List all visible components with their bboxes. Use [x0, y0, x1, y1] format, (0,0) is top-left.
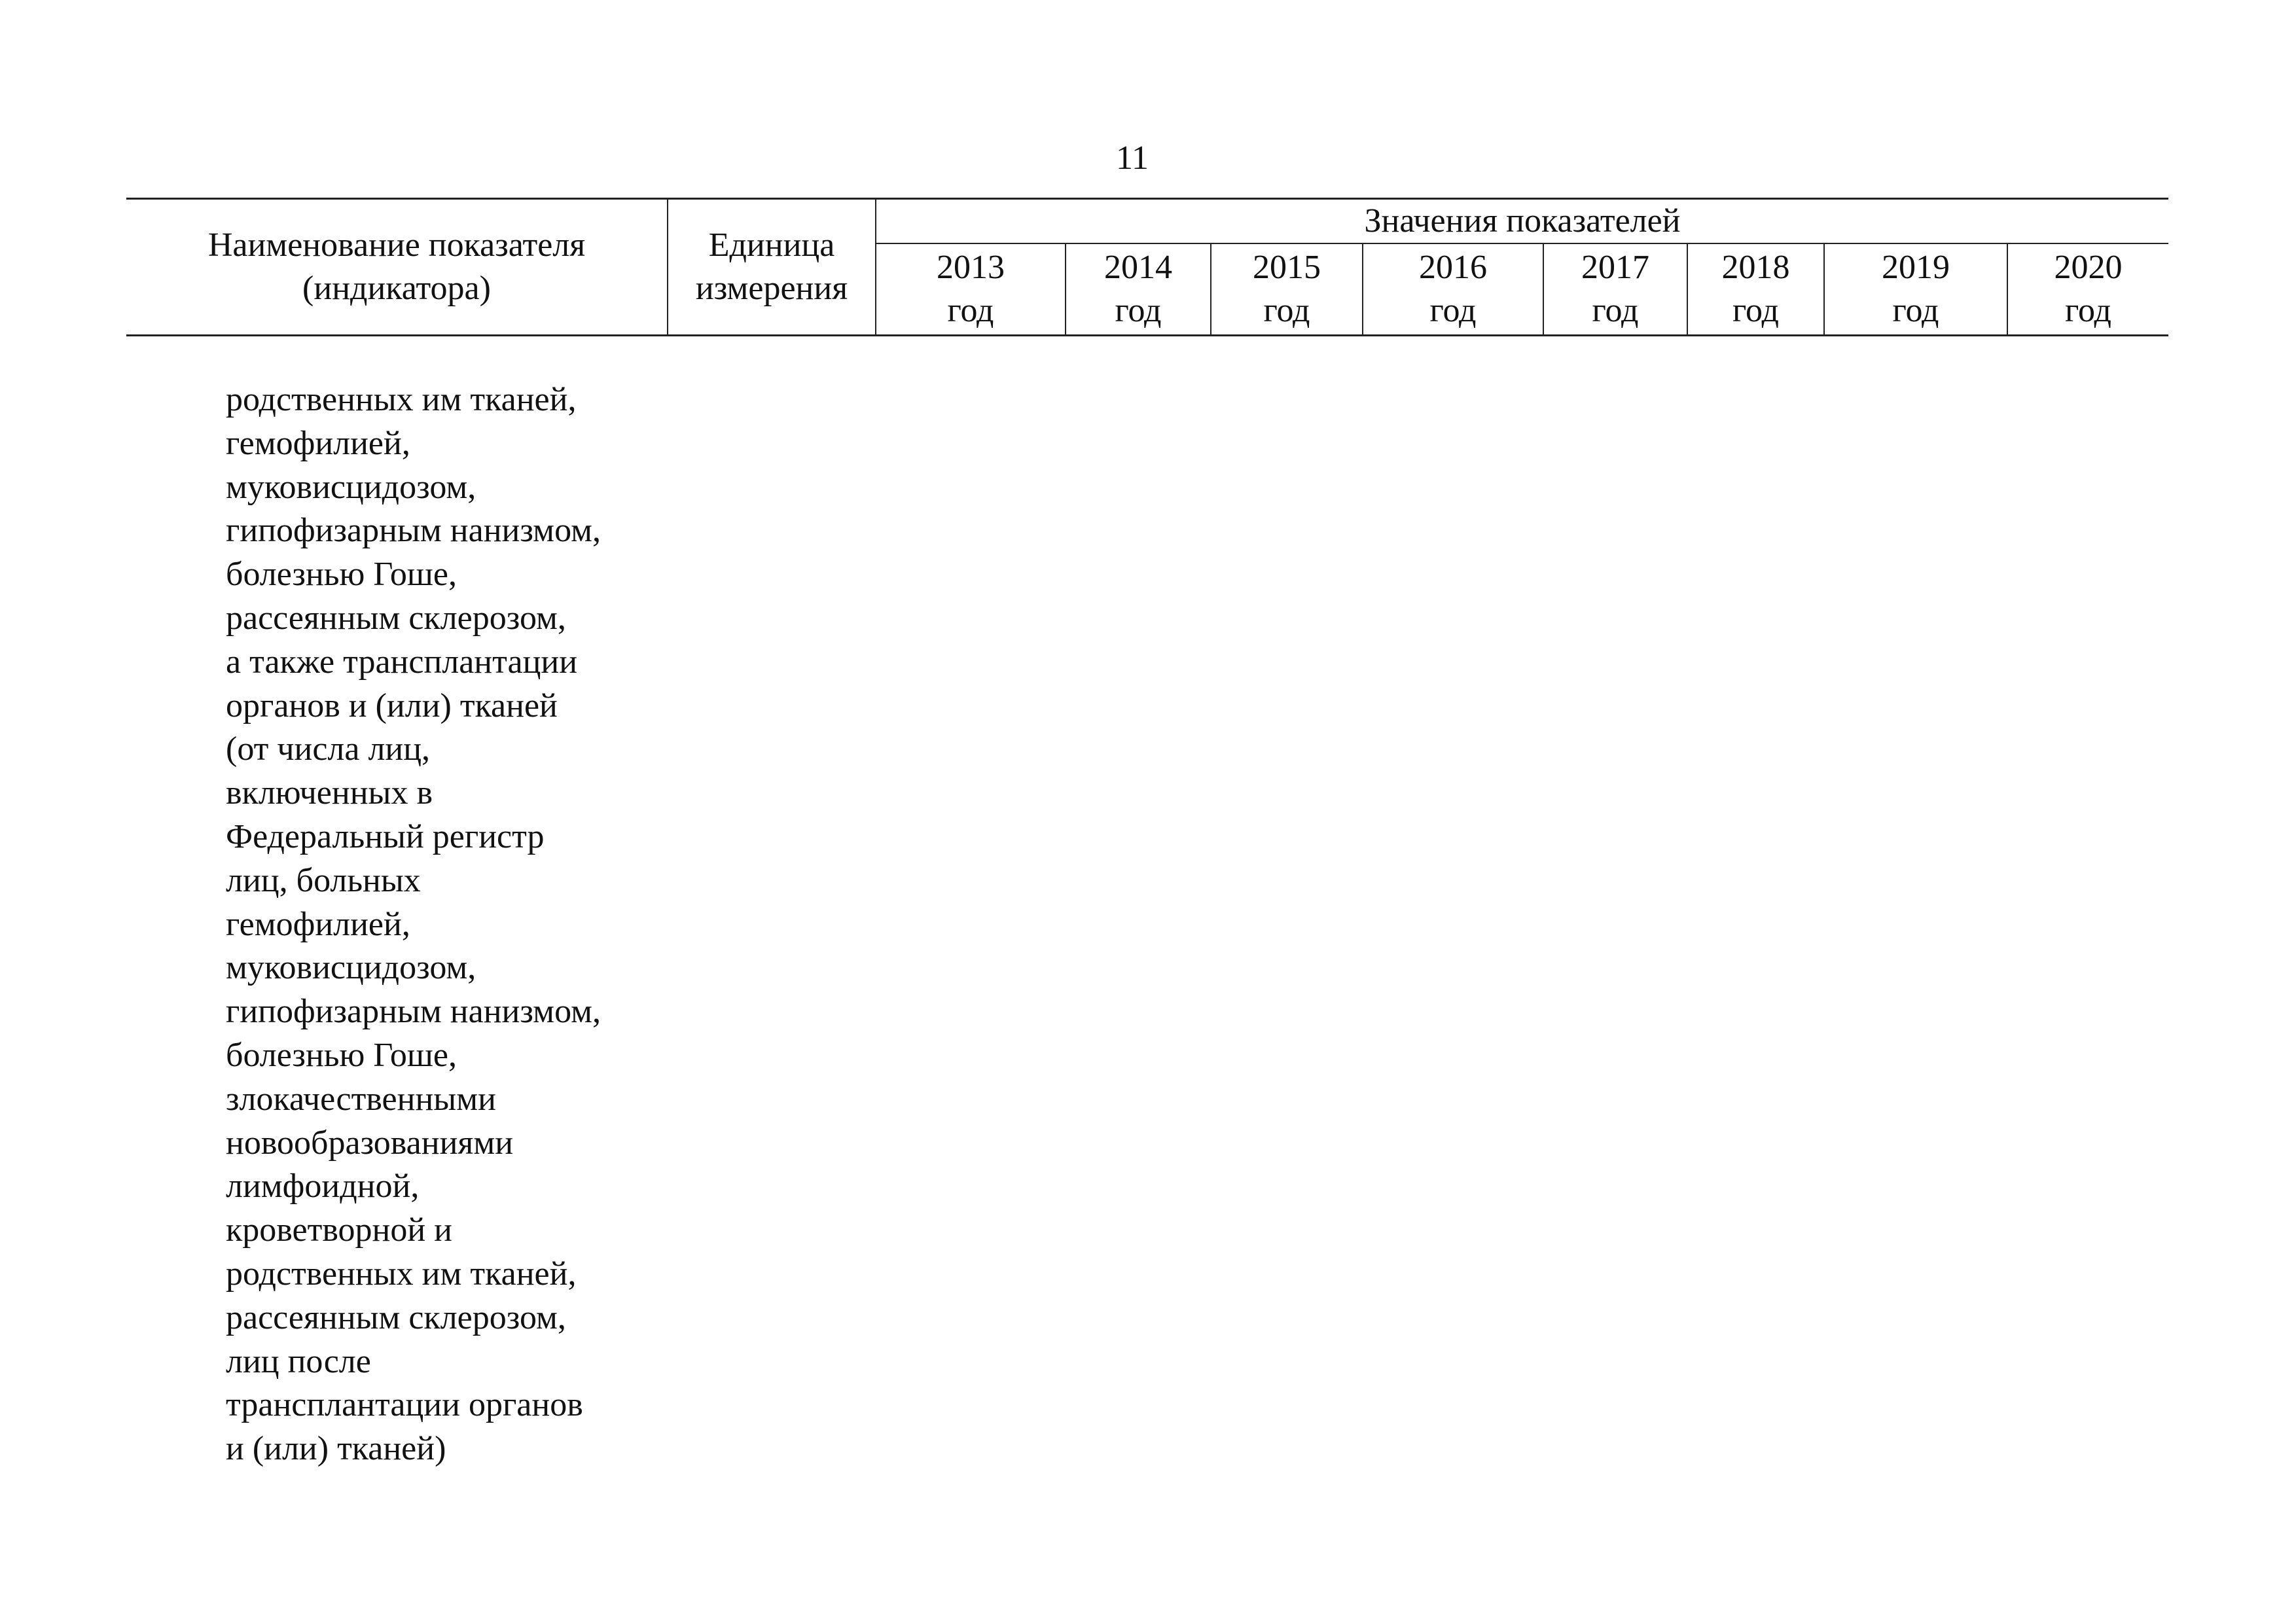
text-line: лиц, больных	[226, 861, 421, 899]
text-line: болезнью Гоше,	[226, 556, 457, 594]
unit-label-line-1: Единица	[708, 226, 835, 264]
text-line: (от числа лиц,	[226, 730, 431, 768]
text-line: родственных им тканей,	[226, 381, 577, 418]
text-line: гипофизарным нанизмом,	[226, 993, 601, 1031]
text-line: болезнью Гоше,	[226, 1036, 457, 1074]
text-line: лиц после	[226, 1342, 371, 1380]
indicator-name-label-line-1: Наименование показателя	[207, 226, 586, 264]
column-header-year-2013	[876, 243, 1066, 336]
text-line: трансплантации органов	[226, 1386, 583, 1424]
text-line: рассеянным склерозом,	[226, 1298, 566, 1336]
text-line: кроветворной и	[226, 1211, 452, 1249]
text-line: новообразованиями	[226, 1124, 514, 1162]
text-line: рассеянным склерозом,	[226, 599, 566, 637]
column-header-year-2014	[1066, 243, 1211, 336]
column-header-year-2019	[1824, 243, 2007, 336]
column-header-year-2018	[1687, 243, 1824, 336]
year-number: 2018	[1721, 249, 1790, 286]
text-line: гемофилией,	[226, 905, 410, 943]
column-header-indicator-name	[126, 199, 668, 336]
text-line: гемофилией,	[226, 424, 410, 462]
year-number: 2015	[1253, 249, 1321, 286]
year-number: 2013	[937, 249, 1005, 286]
year-word: год	[2065, 292, 2111, 329]
text-line: органов и (или) тканей	[226, 687, 558, 724]
indicator-table-header	[126, 198, 2168, 336]
year-word: год	[1263, 292, 1310, 329]
text-line: гипофизарным нанизмом,	[226, 512, 601, 550]
text-line: муковисцидозом,	[226, 949, 476, 987]
year-word: год	[1732, 292, 1779, 329]
text-line: родственных им тканей,	[226, 1255, 577, 1293]
indicator-name-label-line-2: (индикатора)	[302, 270, 491, 307]
year-number: 2016	[1419, 249, 1487, 286]
year-number: 2020	[2054, 249, 2123, 286]
year-word: год	[1592, 292, 1639, 329]
year-word: год	[947, 292, 994, 329]
year-word: год	[1115, 292, 1162, 329]
year-word: год	[1892, 292, 1939, 329]
text-line: Федеральный регистр	[226, 817, 545, 855]
text-line: злокачественными	[226, 1080, 496, 1118]
indicator-name-continuation	[226, 378, 697, 1471]
column-header-unit	[668, 199, 876, 336]
unit-label-line-2: измерения	[695, 270, 848, 307]
year-number: 2019	[1882, 249, 1950, 286]
column-header-year-2020	[2007, 243, 2168, 336]
page-number: 11	[1115, 139, 1149, 177]
text-line: а также трансплантации	[226, 643, 578, 681]
text-line: лимфоидной,	[226, 1168, 420, 1205]
column-header-year-2015	[1211, 243, 1363, 336]
text-line: и (или) тканей)	[226, 1430, 446, 1468]
year-word: год	[1429, 292, 1477, 329]
year-number: 2014	[1104, 249, 1172, 286]
text-line: муковисцидозом,	[226, 468, 476, 506]
column-header-year-2017	[1543, 243, 1687, 336]
text-line: включенных в	[226, 774, 433, 812]
year-number: 2017	[1581, 249, 1649, 286]
column-group-header-values: Значения показателей	[876, 199, 2168, 244]
column-header-year-2016	[1363, 243, 1543, 336]
